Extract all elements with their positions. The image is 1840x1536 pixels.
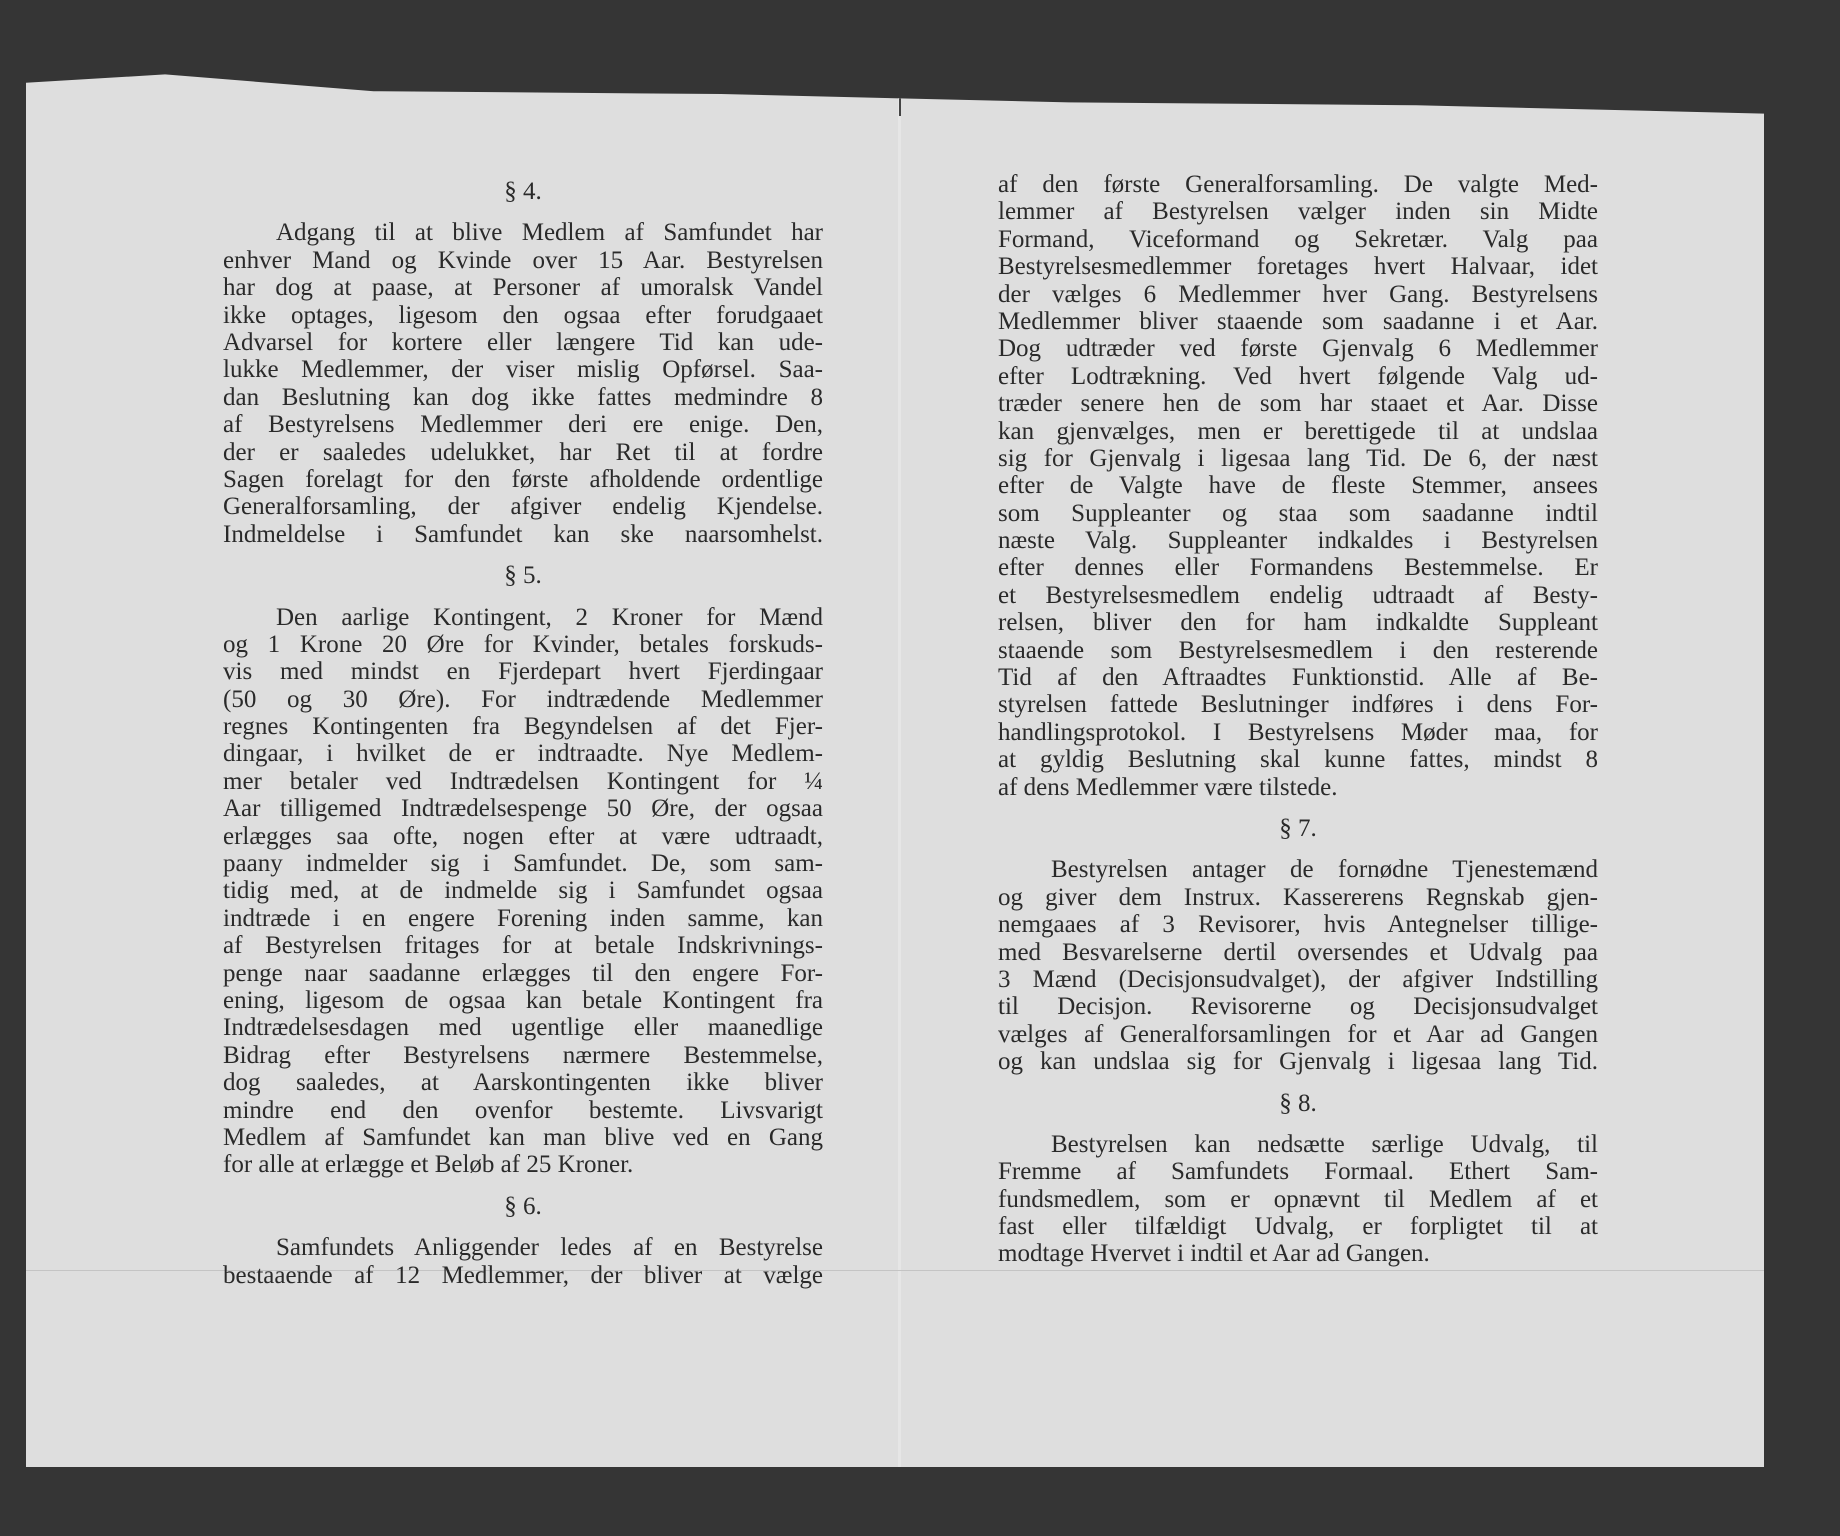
text-line: lemmer af Bestyrelsen vælger inden sin Midte: [998, 198, 1598, 226]
text-line: mer betaler ved Indtrædelsen Kontingent for ¼: [223, 767, 823, 795]
text-line: ikke optages, ligesom den ogsaa efter forudgaaet: [223, 301, 823, 329]
text-line: der vælges 6 Medlemmer hver Gang. Bestyrelsens: [998, 280, 1598, 308]
text-line: sig for Gjenvalg i ligesaa lang Tid. De 6, der næst: [998, 444, 1598, 472]
text-line: Tid af den Aftraadtes Funktionstid. Alle af Be-: [998, 664, 1598, 692]
text-line: til Decisjon. Revisorerne og Decisjonsudvalget: [998, 993, 1598, 1021]
text-line: for alle at erlægge et Beløb af 25 Kroner.: [223, 1151, 634, 1179]
text-line: Indmeldelse i Samfundet kan ske naarsomhelst.: [223, 520, 823, 548]
text-line: 3 Mænd (Decisjonsudvalget), der afgiver Indstilling: [998, 965, 1598, 993]
text-line: efter dennes eller Formandens Bestemmelse. Er: [998, 554, 1598, 582]
text-line: af den første Generalforsamling. De valgte Med-: [998, 171, 1598, 198]
text-line: kan gjenvælges, men er berettigede til at undslaa: [998, 417, 1598, 445]
section-heading: § 5.: [504, 562, 542, 590]
text-line: efter de Valgte have de fleste Stemmer, ansees: [998, 472, 1598, 500]
text-line: efter Lodtrækning. Ved hvert følgende Valg ud-: [998, 362, 1598, 390]
text-line: og giver dem Instrux. Kassererens Regnskab gjen-: [998, 883, 1598, 911]
text-line: indtræde i en engere Forening inden samme, kan: [223, 904, 823, 932]
text-line: mindre end den ovenfor bestemte. Livsvarigt: [223, 1096, 823, 1124]
section-heading: § 7.: [1279, 814, 1317, 842]
text-line: (50 og 30 Øre). For indtrædende Medlemmer: [223, 685, 823, 713]
text-line: fundsmedlem, som er opnævnt til Medlem af et: [998, 1185, 1598, 1213]
text-line: paany indmelder sig i Samfundet. De, som sam-: [223, 850, 823, 878]
text-line: har dog at paase, at Personer af umoralsk Vandel: [223, 274, 823, 302]
text-line: Bestyrelsesmedlemmer foretages hvert Halvaar, idet: [998, 253, 1598, 281]
paragraph: [223, 1234, 823, 1289]
text-line: enhver Mand og Kvinde over 15 Aar. Bestyrelsen: [223, 246, 823, 274]
text-line: ening, ligesom de ogsaa kan betale Kontingent fra: [223, 986, 823, 1014]
text-line: Bestyrelsen antager de fornødne Tjenestemænd: [1051, 856, 1598, 884]
text-line: Samfundets Anliggender ledes af en Bestyrelse: [276, 1234, 823, 1262]
text-line: handlingsprotokol. I Bestyrelsens Møder maa, for: [998, 718, 1598, 746]
text-line: Sagen forelagt for den første afholdende ordentlige: [223, 465, 823, 493]
text-line: fast eller tilfældigt Udvalg, er forpligtet til at: [998, 1213, 1598, 1241]
text-line: bestaaende af 12 Medlemmer, der bliver at vælge: [223, 1261, 823, 1289]
paragraph: [998, 171, 1598, 801]
section-heading: § 6.: [504, 1192, 542, 1220]
text-line: dingaar, i hvilket de er indtraadte. Nye Medlem-: [223, 740, 823, 768]
text-line: Advarsel for kortere eller længere Tid kan ude-: [223, 328, 823, 356]
text-line: staaende som Bestyrelsesmedlem i den resterende: [998, 636, 1598, 664]
paragraph: [998, 1131, 1598, 1268]
text-line: og kan undslaa sig for Gjenvalg i ligesaa lang Tid.: [998, 1048, 1598, 1076]
text-line: træder senere hen de som har staaet et Aar. Disse: [998, 390, 1598, 418]
text-line: Aar tilligemed Indtrædelsespenge 50 Øre, der ogsaa: [223, 795, 823, 823]
section-heading: § 4.: [504, 178, 542, 205]
text-line: tidig med, at de indmelde sig i Samfundet ogsaa: [223, 877, 823, 905]
text-line: dog saaledes, at Aarskontingenten ikke bliver: [223, 1069, 823, 1097]
text-line: som Suppleanter og staa som saadanne indtil: [998, 499, 1598, 527]
paragraph: [998, 856, 1598, 1075]
text-line: og 1 Krone 20 Øre for Kvinder, betales forskuds-: [223, 630, 823, 658]
text-line: næste Valg. Suppleanter indkaldes i Bestyrelsen: [998, 527, 1598, 555]
text-line: Formand, Viceformand og Sekretær. Valg paa: [998, 225, 1598, 253]
fold-mark: [899, 88, 901, 116]
left-column: [223, 178, 823, 1289]
text-line: Adgang til at blive Medlem af Samfundet har: [276, 219, 823, 247]
paragraph: [223, 219, 823, 548]
text-line: Medlemmer bliver staaende som saadanne i et Aar.: [998, 307, 1598, 335]
text-line: Den aarlige Kontingent, 2 Kroner for Mænd: [276, 603, 823, 631]
text-line: Bidrag efter Bestyrelsens nærmere Bestemmelse,: [223, 1041, 823, 1069]
text-line: regnes Kontingenten fra Begyndelsen af det Fjer-: [223, 713, 823, 741]
text-line: Medlem af Samfundet kan man blive ved en Gang: [223, 1123, 823, 1151]
text-line: Fremme af Samfundets Formaal. Ethert Sam-: [998, 1158, 1598, 1186]
text-line: Generalforsamling, der afgiver endelig Kjendelse.: [223, 493, 823, 521]
text-line: Dog udtræder ved første Gjenvalg 6 Medlemmer: [998, 335, 1598, 363]
text-line: styrelsen fattede Beslutninger indføres i dens For-: [998, 691, 1598, 719]
text-line: af dens Medlemmer være tilstede.: [998, 773, 1338, 801]
text-line: relsen, bliver den for ham indkaldte Suppleant: [998, 609, 1598, 637]
text-line: der er saaledes udelukket, har Ret til at fordre: [223, 438, 823, 466]
text-line: modtage Hvervet i indtil et Aar ad Gangen.: [998, 1240, 1430, 1268]
text-line: nemgaaes af 3 Revisorer, hvis Antegnelser tillige-: [998, 911, 1598, 939]
text-line: dan Beslutning kan dog ikke fattes medmindre 8: [223, 383, 823, 411]
text-line: et Bestyrelsesmedlem endelig udtraadt af Besty-: [998, 581, 1598, 609]
text-line: penge naar saadanne erlægges til den engere For-: [223, 959, 823, 987]
text-line: vis med mindst en Fjerdepart hvert Fjerdingaar: [223, 658, 823, 686]
text-line: erlægges saa ofte, nogen efter at være udtraadt,: [223, 822, 823, 850]
text-line: at gyldig Beslutning skal kunne fattes, mindst 8: [998, 746, 1598, 774]
text-line: vælges af Generalforsamlingen for et Aar ad Gangen: [998, 1020, 1598, 1048]
center-fold: [898, 66, 901, 1467]
section-heading: § 8.: [1279, 1089, 1317, 1117]
text-line: lukke Medlemmer, der viser mislig Opførsel. Saa-: [223, 356, 823, 384]
right-column: [998, 171, 1598, 1268]
text-line: af Bestyrelsen fritages for at betale Indskrivnings-: [223, 932, 823, 960]
text-line: af Bestyrelsens Medlemmer deri ere enige. Den,: [223, 411, 823, 439]
text-line: med Besvarelserne dertil oversendes et Udvalg paa: [998, 938, 1598, 966]
text-line: Bestyrelsen kan nedsætte særlige Udvalg, til: [1051, 1130, 1598, 1158]
text-line: Indtrædelsesdagen med ugentlige eller maanedlige: [223, 1014, 823, 1042]
paragraph: [223, 604, 823, 1179]
